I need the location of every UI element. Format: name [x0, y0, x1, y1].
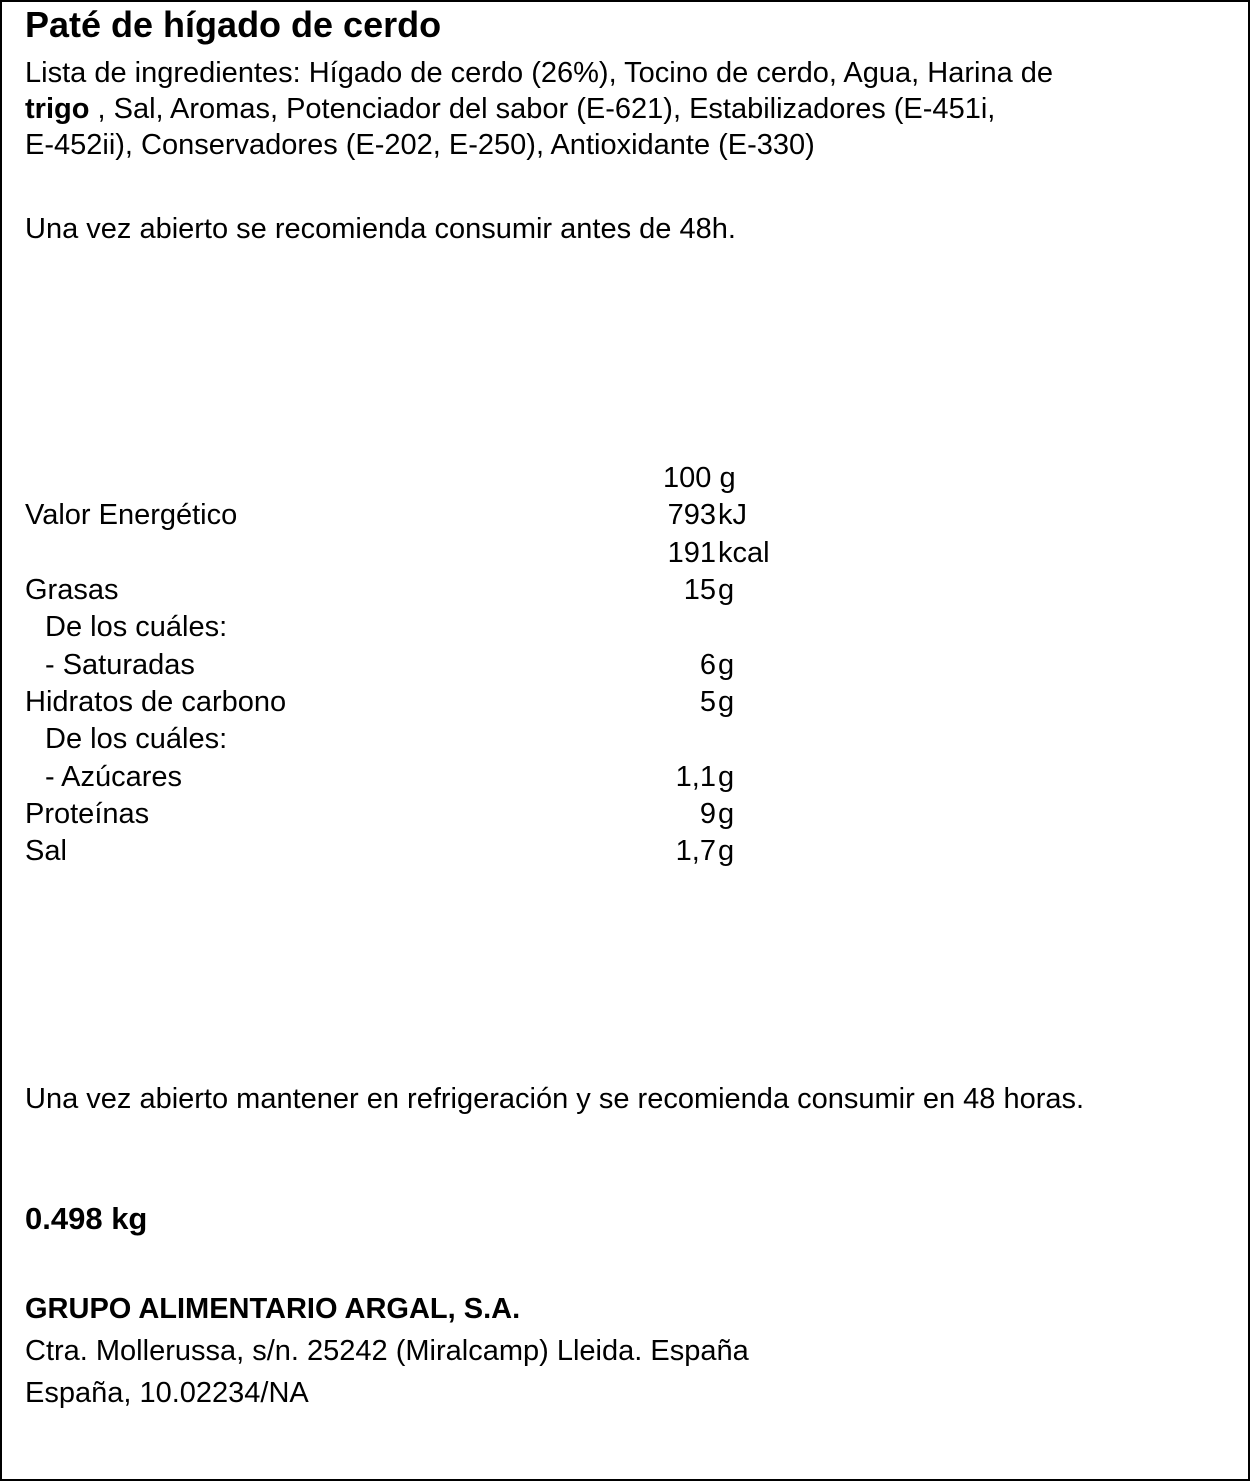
nutrient-label-sal: Sal — [25, 835, 67, 867]
energy-kcal-unit: kcal — [718, 537, 770, 569]
ingredients-line-2-rest: , Sal, Aromas, Potenciador del sabor (E-621), Estabilizadores (E-451i, — [89, 93, 996, 125]
nutrient-value-azucares: 1,1 — [675, 761, 716, 793]
energy-kj-unit: kJ — [718, 499, 747, 531]
ingredients-line-2 — [25, 91, 1053, 127]
nutrient-value-proteinas: 9 — [699, 798, 716, 830]
nutrient-label-saturadas: - Saturadas — [45, 649, 195, 681]
company-registry: España, 10.02234/NA — [25, 1377, 309, 1409]
nutrient-unit-grasas: g — [718, 574, 735, 606]
nutrient-unit-saturadas: g — [718, 649, 735, 681]
ingredients-line-1: Lista de ingredientes: Hígado de cerdo (26%), Tocino de cerdo, Agua, Harina de — [25, 57, 1054, 89]
nutrient-label-proteinas: Proteínas — [25, 798, 150, 830]
nutrition-header: 100 g — [663, 462, 736, 494]
energy-kcal-value: 191 — [667, 537, 716, 569]
nutrient-unit-sal: g — [718, 835, 735, 867]
allergen-trigo: trigo — [25, 93, 90, 125]
ingredients-list — [25, 55, 1053, 163]
company-address: Ctra. Mollerussa, s/n. 25242 (Miralcamp) Lleida. España — [25, 1335, 749, 1367]
nutrient-sublabel-hidratos: De los cuáles: — [45, 723, 228, 755]
energy-label: Valor Energético — [25, 499, 238, 531]
nutrient-value-grasas: 15 — [683, 574, 716, 606]
nutrient-unit-proteinas: g — [718, 798, 735, 830]
ingredients-line-3: E-452ii), Conservadores (E-202, E-250), Antioxidante (E-330) — [25, 129, 815, 161]
nutrient-sublabel-grasas: De los cuáles: — [45, 611, 228, 643]
company-name: GRUPO ALIMENTARIO ARGAL, S.A. — [25, 1293, 521, 1325]
nutrient-value-hidratos: 5 — [699, 686, 716, 718]
nutrient-value-sal: 1,7 — [675, 835, 716, 867]
nutrient-label-hidratos: Hidratos de carbono — [25, 686, 287, 718]
consume-note: Una vez abierto se recomienda consumir antes de 48h. — [25, 213, 736, 245]
energy-kj-value: 793 — [667, 499, 716, 531]
product-title: Paté de hígado de cerdo — [25, 4, 442, 45]
net-weight: 0.498 kg — [25, 1201, 148, 1236]
nutrient-unit-azucares: g — [718, 761, 735, 793]
nutrient-label-grasas: Grasas — [25, 574, 119, 606]
nutrient-unit-hidratos: g — [718, 686, 735, 718]
nutrient-label-azucares: - Azúcares — [45, 761, 182, 793]
nutrient-value-saturadas: 6 — [699, 649, 716, 681]
storage-note: Una vez abierto mantener en refrigeración y se recomienda consumir en 48 horas. — [25, 1083, 1085, 1115]
